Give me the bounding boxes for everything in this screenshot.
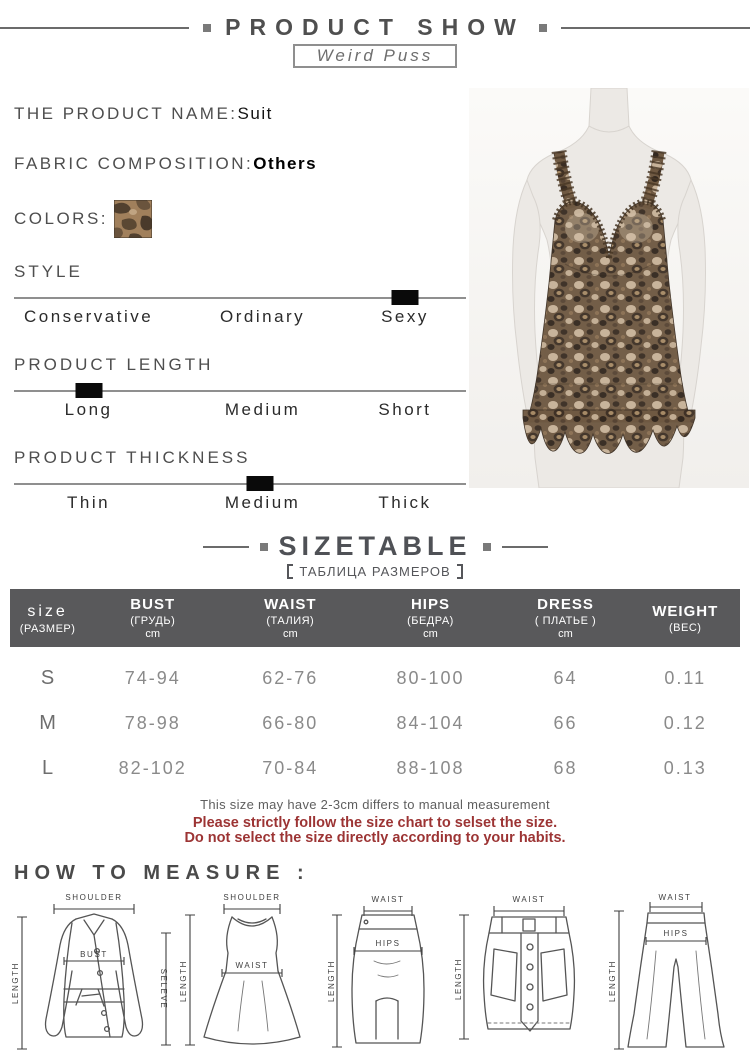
sizetable-title: SIZETABLE bbox=[278, 531, 472, 561]
cell-hips-s: 80-100 bbox=[396, 668, 465, 688]
colors-line bbox=[14, 200, 466, 238]
cell-hips-m: 84-104 bbox=[396, 713, 465, 733]
length-attribute bbox=[14, 355, 466, 424]
sizetable-subtitle-text: ТАБЛИЦА РАЗМЕРОВ bbox=[299, 564, 451, 579]
product-name-line bbox=[14, 104, 466, 124]
length-title: PRODUCT LENGTH bbox=[14, 355, 214, 374]
how-to-measure-title: HOW TO MEASURE : bbox=[14, 862, 310, 885]
product-name-label: THE PRODUCT NAME: bbox=[14, 104, 238, 123]
svg-text:SHOULDER: SHOULDER bbox=[223, 893, 281, 903]
style-title: STYLE bbox=[14, 262, 83, 281]
length-slider-marker[interactable] bbox=[75, 383, 102, 398]
dress-diagram bbox=[174, 889, 324, 1057]
header-square-left-icon bbox=[203, 24, 211, 32]
length-option-short: Short bbox=[378, 400, 432, 419]
cell-dress-l: 68 bbox=[553, 758, 578, 778]
cell-bust-s: 74-94 bbox=[124, 668, 181, 688]
lens-bracket-left-icon bbox=[287, 564, 293, 579]
cell-dress-s: 64 bbox=[553, 668, 578, 688]
brand-name: Weird Puss bbox=[293, 44, 458, 68]
header-rule-right bbox=[561, 27, 750, 29]
mini-skirt-diagram bbox=[450, 889, 602, 1057]
header-square-right-icon bbox=[539, 24, 547, 32]
svg-text:LENGTH: LENGTH bbox=[454, 958, 463, 1001]
color-swatch-leopard[interactable] bbox=[114, 200, 152, 238]
cell-dress-m: 66 bbox=[553, 713, 578, 733]
thickness-slider-marker[interactable] bbox=[247, 476, 274, 491]
note-habits: Do not select the size directly according to your habits. bbox=[184, 830, 566, 847]
table-row-s bbox=[10, 647, 740, 701]
sizetable-square-right-icon bbox=[483, 543, 491, 551]
length-slider-track bbox=[14, 390, 466, 392]
cell-bust-l: 82-102 bbox=[118, 758, 187, 778]
measure-diagrams bbox=[0, 889, 750, 1057]
cell-bust-m: 78-98 bbox=[124, 713, 181, 733]
style-option-conservative: Conservative bbox=[23, 307, 154, 326]
svg-text:LENGTH: LENGTH bbox=[11, 962, 20, 1005]
cell-waist-l: 70-84 bbox=[262, 758, 319, 778]
product-photo bbox=[468, 88, 750, 517]
thickness-option-thick: Thick bbox=[378, 493, 432, 512]
style-option-sexy: Sexy bbox=[381, 307, 429, 326]
col-bust: BUST (ГРУДЬ) cm bbox=[85, 589, 220, 647]
sizetable-header bbox=[0, 531, 750, 562]
cell-waist-m: 66-80 bbox=[262, 713, 319, 733]
thickness-attribute bbox=[14, 448, 466, 517]
svg-text:SHOULDER: SHOULDER bbox=[65, 893, 123, 903]
style-attribute bbox=[14, 262, 466, 331]
svg-text:WAIST: WAIST bbox=[235, 961, 269, 971]
mannequin-neck bbox=[589, 88, 629, 132]
length-option-medium: Medium bbox=[224, 400, 301, 419]
col-dress: DRESS ( ПЛАТЬЕ ) cm bbox=[501, 589, 631, 647]
table-row-m bbox=[10, 701, 740, 746]
mannequin-dress-image bbox=[468, 88, 750, 488]
cell-weight-s: 0.11 bbox=[664, 668, 707, 688]
svg-text:LENGTH: LENGTH bbox=[608, 960, 617, 1003]
cell-waist-s: 62-76 bbox=[262, 668, 319, 688]
cell-size-l: L bbox=[42, 757, 54, 779]
sizetable-square-left-icon bbox=[260, 543, 268, 551]
thickness-option-medium: Medium bbox=[224, 493, 301, 512]
lens-bracket-right-icon bbox=[457, 564, 463, 579]
midi-skirt-diagram bbox=[324, 889, 450, 1057]
style-slider-marker[interactable] bbox=[391, 290, 418, 305]
thickness-slider-track bbox=[14, 483, 466, 485]
svg-text:WAIST: WAIST bbox=[512, 895, 546, 905]
colors-label: COLORS: bbox=[14, 209, 109, 228]
page-header bbox=[0, 0, 750, 41]
cell-size-m: M bbox=[39, 712, 56, 734]
length-option-long: Long bbox=[64, 400, 113, 419]
page-title: PRODUCT SHOW bbox=[225, 14, 525, 40]
pants-diagram bbox=[602, 889, 744, 1057]
thickness-title: PRODUCT THICKNESS bbox=[14, 448, 251, 467]
col-size: size (РАЗМЕР) bbox=[10, 589, 85, 647]
svg-text:SELEVE: SELEVE bbox=[159, 969, 168, 1010]
sizetable-subtitle bbox=[0, 564, 750, 579]
col-hips: HIPS (БЕДРА) cm bbox=[360, 589, 500, 647]
product-info-panel bbox=[14, 74, 466, 517]
svg-text:BUST: BUST bbox=[80, 950, 108, 960]
cell-weight-l: 0.13 bbox=[663, 758, 707, 778]
col-weight: WEIGHT (ВЕС) bbox=[630, 589, 740, 647]
product-name-value: Suit bbox=[237, 104, 273, 123]
svg-text:LENGTH: LENGTH bbox=[327, 960, 336, 1003]
cell-hips-l: 88-108 bbox=[396, 758, 465, 778]
cell-weight-m: 0.12 bbox=[663, 713, 707, 733]
svg-text:WAIST: WAIST bbox=[371, 895, 405, 905]
svg-text:LENGTH: LENGTH bbox=[179, 960, 188, 1003]
fabric-line bbox=[14, 154, 466, 174]
table-row-l bbox=[10, 746, 740, 791]
size-table-header-row bbox=[10, 589, 740, 647]
thickness-option-thin: Thin bbox=[67, 493, 111, 512]
leopard-swatch-graphic bbox=[114, 200, 152, 238]
note-measurement: This size may have 2-3cm differs to manual measurement bbox=[200, 797, 550, 812]
note-follow-chart: Please strictly follow the size chart to selset the size. bbox=[192, 815, 558, 831]
style-slider-track bbox=[14, 297, 466, 299]
jacket-diagram bbox=[6, 889, 174, 1057]
svg-text:HIPS: HIPS bbox=[375, 939, 401, 949]
fabric-label: FABRIC COMPOSITION: bbox=[14, 154, 254, 173]
col-waist: WAIST (ТАЛИЯ) cm bbox=[220, 589, 360, 647]
sizetable-rule-right bbox=[502, 546, 548, 548]
fabric-value: Others bbox=[253, 154, 318, 173]
svg-text:WAIST: WAIST bbox=[658, 893, 692, 903]
style-option-ordinary: Ordinary bbox=[220, 307, 306, 326]
size-table bbox=[10, 589, 740, 791]
sizetable-rule-left bbox=[203, 546, 249, 548]
header-rule-left bbox=[0, 27, 189, 29]
cell-size-s: S bbox=[40, 667, 55, 689]
svg-text:HIPS: HIPS bbox=[663, 929, 689, 939]
